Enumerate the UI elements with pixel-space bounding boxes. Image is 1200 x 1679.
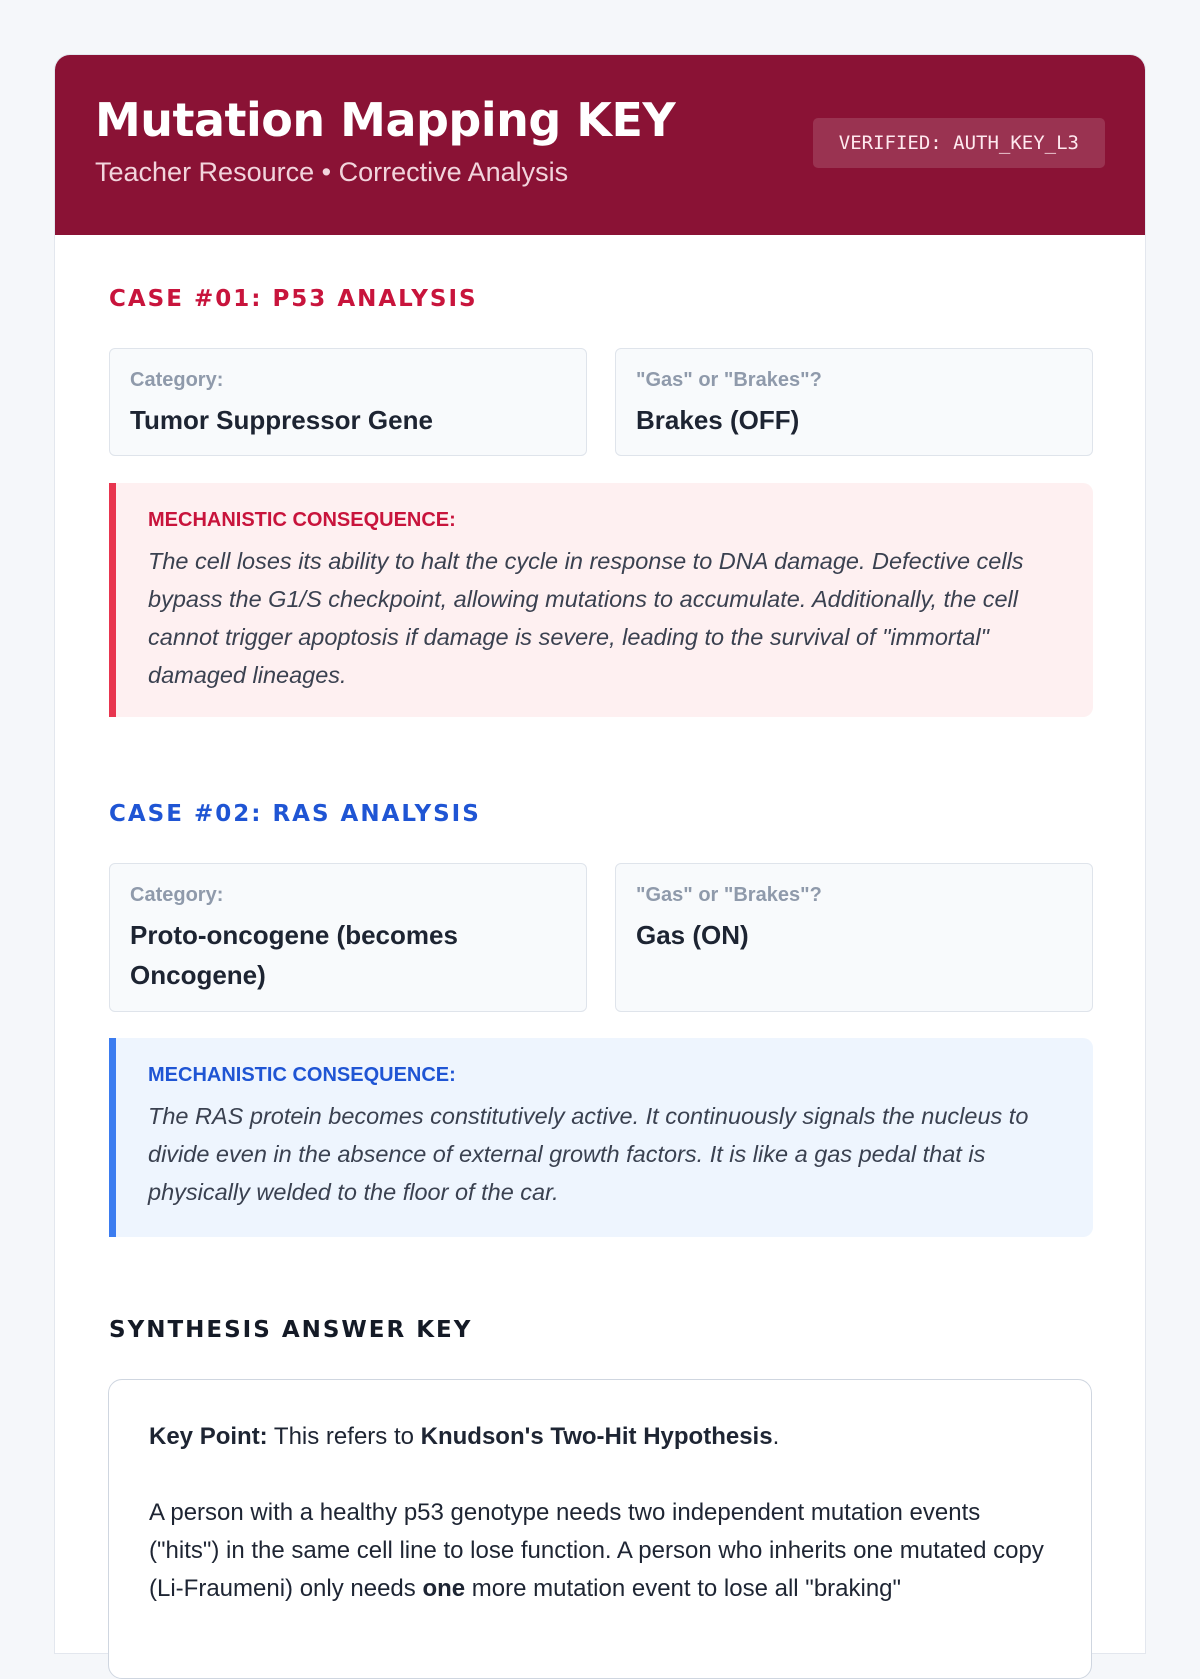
case1-consequence-text: The cell loses its ability to halt the cycle in response to DNA damage. Defective cells bypass the G1/S checkpoint, allowing mutations to accumulate. Additionally, the cell cannot trigger apoptosis if damage is severe, leading to the survival of "immortal" damaged lineages. [148,548,1024,688]
synthesis-body-part2: more mutation event to lose all "braking" [465,1575,902,1602]
key-point-term: Knudson's Two-Hit Hypothesis [420,1423,773,1450]
case2-gas-label: "Gas" or "Brakes"? [636,884,822,906]
case1-gas-value: Brakes (OFF) [636,405,800,435]
case1-category-value: Tumor Suppressor Gene [130,405,433,435]
case2-consequence-label: MECHANISTIC CONSEQUENCE: [148,1064,456,1086]
case2-gas-box [615,863,1093,1012]
synthesis-body-bold: one [422,1575,466,1602]
synthesis-heading: SYNTHESIS ANSWER KEY [109,1317,473,1343]
case1-category-label: Category: [130,369,224,391]
key-point-suffix: . [772,1423,780,1450]
header-banner [55,55,1145,235]
case2-consequence-box [109,1038,1093,1237]
case2-heading: CASE #02: RAS ANALYSIS [109,801,481,827]
case1-gas-box [615,348,1093,456]
synthesis-box [108,1379,1092,1679]
case2-category-box [109,863,587,1012]
page-subtitle: Teacher Resource • Corrective Analysis [95,157,569,187]
case1-consequence-box [109,483,1093,717]
page-title: Mutation Mapping KEY [95,93,676,147]
synthesis-body [149,1494,1051,1608]
case1-gas-label: "Gas" or "Brakes"? [636,369,822,391]
case1-consequence-label: MECHANISTIC CONSEQUENCE: [148,509,456,531]
case2-gas-value: Gas (ON) [636,920,749,950]
case2-category-value: Proto-oncogene (becomes Oncogene) [130,920,458,990]
synthesis-key-point [149,1418,1051,1456]
key-point-label: Key Point: [149,1423,268,1450]
case2-consequence-text: The RAS protein becomes constitutively active. It continuously signals the nucleus to divide even in the absence of external growth factors. It is like a gas pedal that is physically welded to the floor of the car. [148,1103,1029,1205]
case2-category-label: Category: [130,884,224,906]
case1-heading: CASE #01: P53 ANALYSIS [109,286,478,312]
case1-category-box [109,348,587,456]
synthesis-body-part1: A person with a healthy p53 genotype needs two independent mutation events ("hits") in the same cell line to lose function. A person who inherits one mutated copy (Li-Fraumeni) only needs [149,1499,1044,1602]
verified-badge: VERIFIED: AUTH_KEY_L3 [813,118,1105,168]
key-point-prefix: This refers to [267,1423,421,1450]
